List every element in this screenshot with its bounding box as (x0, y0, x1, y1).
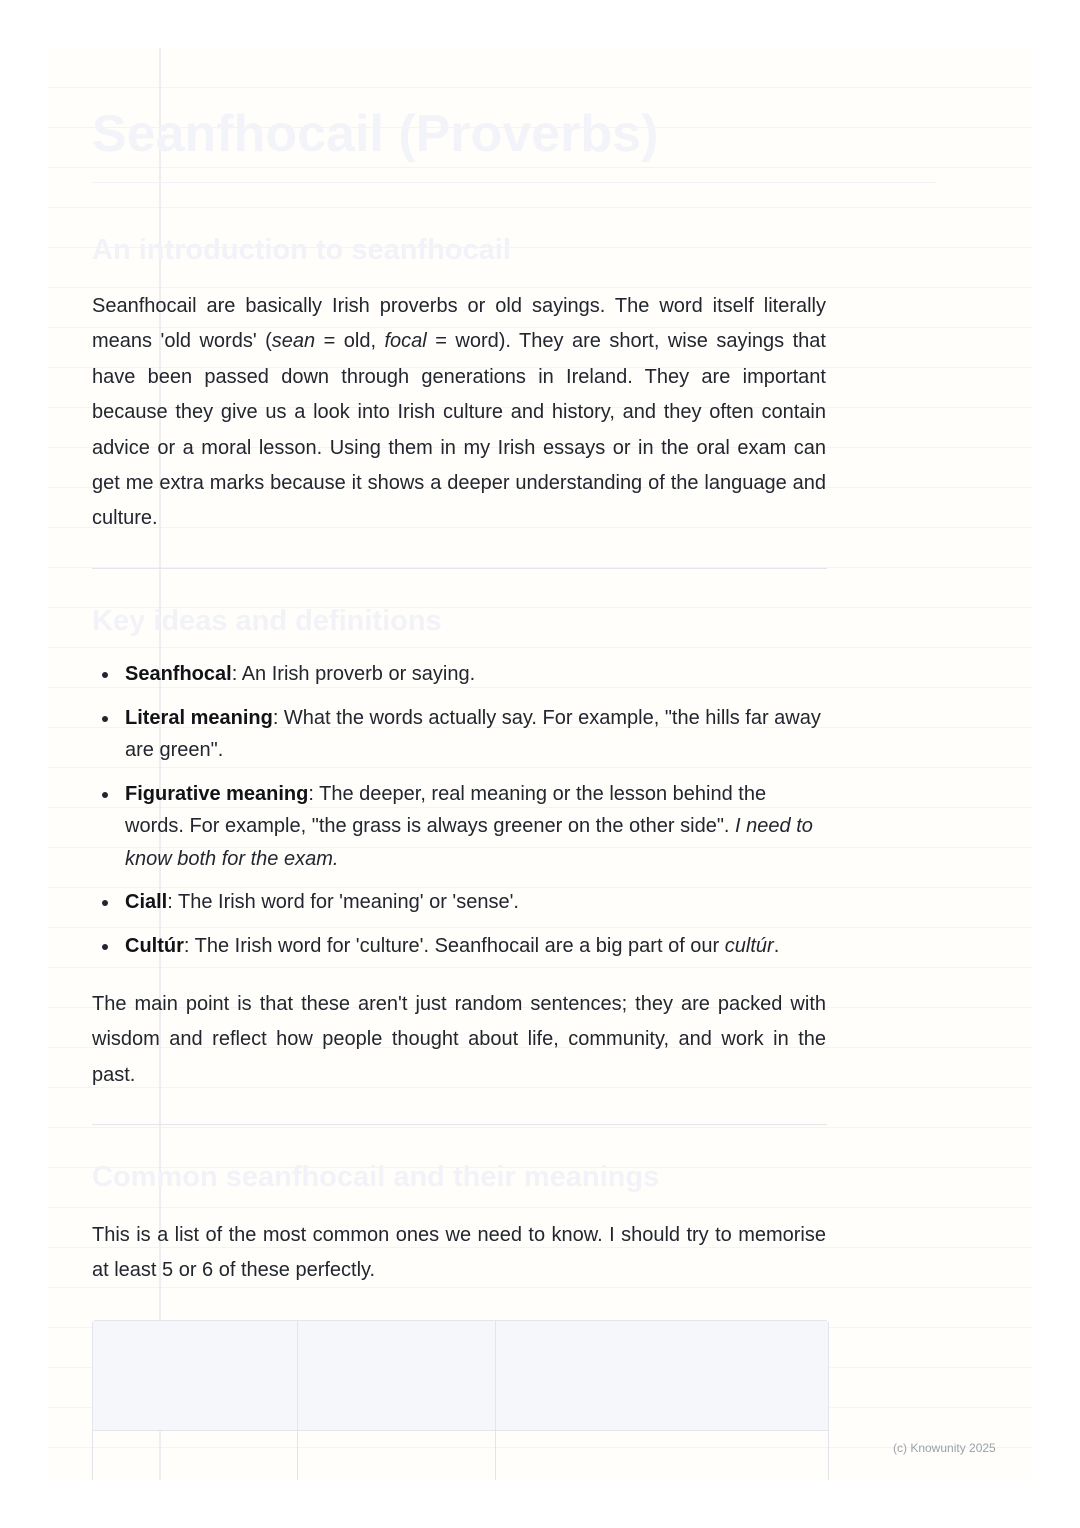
common-heading: Common seanfhocail and their meanings (92, 1161, 660, 1193)
proverbs-table (92, 1320, 829, 1480)
page-title: Seanfhocail (Proverbs) (92, 105, 659, 163)
document-page (48, 48, 1032, 1480)
table-column-divider (297, 1321, 298, 1480)
summary-paragraph: The main point is that these aren't just random sentences; they are packed with wisdom and reflect how people thought about life, community, and work in the past. (92, 993, 826, 1086)
definition-emphasis: cultúr (724, 934, 774, 957)
intro-heading: An introduction to seanfhocail (92, 234, 511, 266)
definition: : The Irish word for 'culture'. Seanfhocail are a big part of our (183, 934, 725, 957)
term: Cultúr (125, 934, 184, 957)
section-divider (92, 568, 827, 569)
definition: : The deeper, real meaning or the lesson behind the words. For example, "the grass is always greener on the other side". (125, 782, 767, 837)
section-divider (92, 1124, 827, 1125)
list-item (92, 886, 826, 919)
definition-tail: . (773, 934, 780, 957)
key-ideas-heading: Key ideas and definitions (92, 605, 442, 637)
definition-note: I need to know both for the exam. (125, 815, 813, 870)
list-item (92, 778, 826, 876)
term: Figurative meaning (125, 782, 309, 805)
intro-paragraph: Seanfhocail are basically Irish proverbs or old sayings. The word itself literally means 'old words' (sean = old, focal = word). They are short, wise sayings that have been passed down through generations in Ireland. They are important because they give us a look into Irish culture and history, and they often contain advice or a moral lesson. Using them in my Irish essays or in the oral exam can get me extra marks because it shows a deeper understanding of the language and culture. (92, 295, 826, 530)
common-intro-paragraph: This is a list of the most common ones we need to know. I should try to memorise at least 5 or 6 of these perfectly. (92, 1224, 826, 1282)
definition: : What the words actually say. For example, "the hills far away are green". (125, 706, 821, 761)
definition: : The Irish word for 'meaning' or 'sense'. (167, 891, 519, 913)
table-column-divider (495, 1321, 496, 1480)
list-item (92, 658, 826, 691)
term: Ciall (125, 891, 168, 913)
definition: : An Irish proverb or saying. (231, 663, 476, 685)
title-divider (92, 182, 937, 183)
definitions-list (92, 658, 826, 973)
term: Seanfhocal (125, 663, 232, 685)
copyright-footer: (c) Knowunity 2025 (893, 1441, 996, 1455)
list-item (92, 702, 826, 767)
list-item (92, 930, 826, 963)
table-header-row (93, 1321, 828, 1431)
term: Literal meaning (125, 706, 273, 729)
